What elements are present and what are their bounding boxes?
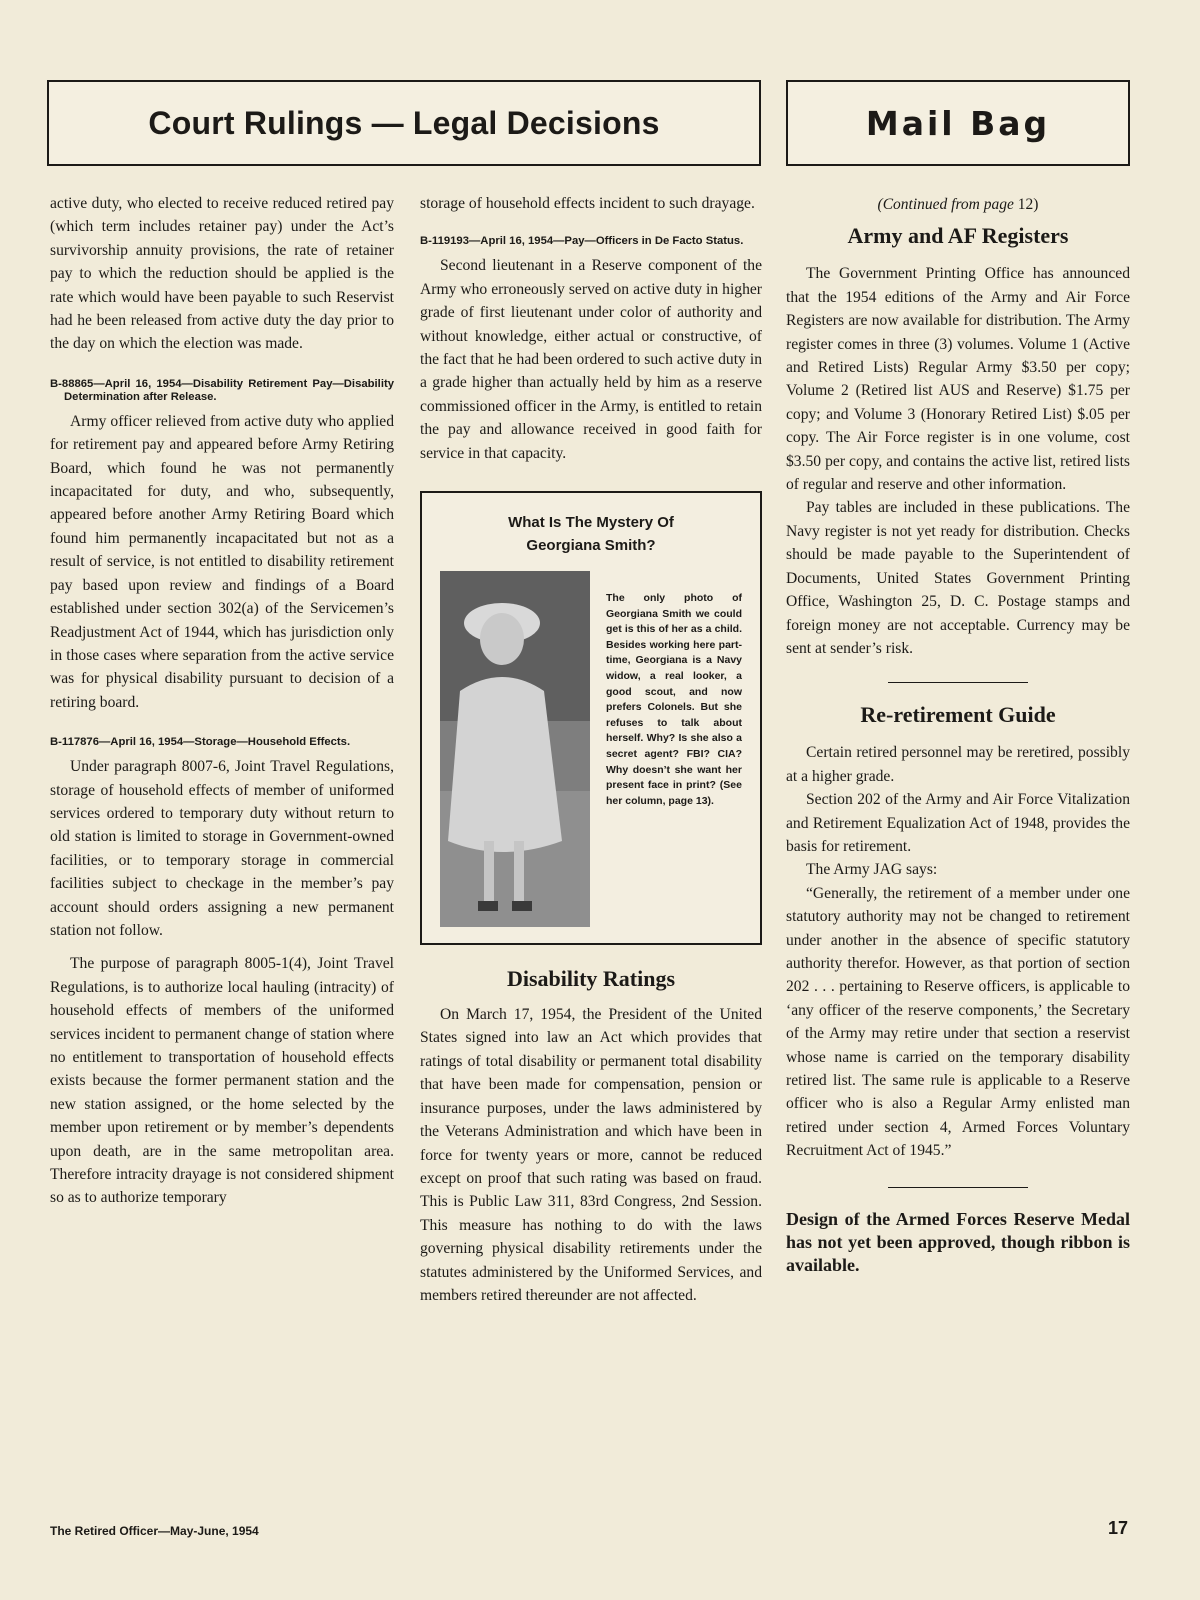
case-heading-b88865: B-88865—April 16, 1954—Disability Retirement Pay—Disability Determination after Release. [50, 377, 394, 403]
de-facto-status-paragraph: Second lieutenant in a Reserve component of the Army who erroneously served on active duty in higher grade of first lieutenant under color of authority and without knowledge, either actual or constructive, of the fact that he had been ordered to such active duty in a grade higher than actually held by him as a reserve commissioned officer in the Army, is entitled to retain the pay and allowance received in good faith for service in that capacity. [420, 257, 762, 462]
photo-caption: The only photo of Georgiana Smith we could get is this of her as a child. Besides working here part-time, Georgiana is a Navy widow, a real looker, a good scout, and now prefers Colonels. But she refuses to talk about herself. Why? Is she also a secret agent? FBI? CIA? Why doesn’t she want her present face in print? (See her column, page 13). [606, 592, 742, 807]
column-court-rulings-right [420, 192, 762, 1307]
pay-tables-paragraph: Pay tables are included in these publications. The Navy register is not yet ready for distribution. Checks should be made payable to the Superintendent of Documents, United States Government Printing Office, Washington 25, D. C. Postage stamps and foreign money are not acceptable. Currency may be sent at sender’s risk. [786, 499, 1130, 657]
column-mail-bag [786, 193, 1130, 1277]
child-photo [440, 571, 590, 927]
mail-bag-title: Mail Bag [865, 103, 1051, 143]
survivorship-annuity-paragraph: active duty, who elected to receive reduced retired pay (which term includes retainer pay) under the Act’s survivorship annuity provisions, the rate of retainer pay to which the reduction should be applied is the rate which would have been payable to such Reservist had he been released from active duty the day prior to the day on which the election was made. [50, 195, 394, 353]
continued-page: 12) [1017, 196, 1039, 213]
registers-paragraph: The Government Printing Office has announced that the 1954 editions of the Army and Air Force Registers are now available for distribution. The Army register comes in three (3) volumes. Volume 1 (Active and Retired Lists) Regular Army $3.50 per copy; Volume 2 (Retired list AUS and Reserve) $1.75 per copy; and Volume 3 (Honorary Retired List) $.05 per copy. The Air Force register is in one volume, cost $3.50 per copy, and contains the active list, retired lists of regular and reserve and other information. [786, 265, 1130, 494]
reserve-medal-notice: Design of the Armed Forces Reserve Medal has not yet been approved, though ribbon is available. [786, 1208, 1130, 1275]
box-title-line1: What Is The Mystery Of [508, 514, 674, 532]
section-divider-2 [888, 1187, 1028, 1188]
child-photo-drawing [440, 571, 590, 927]
court-rulings-title: Court Rulings — Legal Decisions [148, 104, 660, 141]
publication-footer: The Retired Officer—May-June, 1954 [50, 1524, 259, 1538]
mail-bag-banner [786, 80, 1130, 166]
reretired-paragraph: Certain retired personnel may be reretired, possibly at a higher grade. [786, 744, 1130, 785]
court-rulings-banner [47, 80, 761, 166]
disability-ratings-heading: Disability Ratings [506, 966, 676, 992]
box-title-line2: Georgiana Smith? [526, 537, 656, 555]
army-jag-paragraph: The Army JAG says: [806, 861, 938, 879]
disability-retirement-paragraph: Army officer relieved from active duty who applied for retirement pay and appeared before Army Retiring Board, which found he was not permanently incapacitated for duty, and who, subsequently, appeared before another Army Retiring Board which found him permanently incapacitated but not as a result of service, is not entitled to disability retirement pay based upon review and findings of a Board established under section 302(a) of the Servicemen’s Readjustment Act of 1944, which has jurisdiction only in those cases where separation from the active service was for physical disability pursuant to decision of a retiring board. [50, 412, 394, 711]
continued-text: (Continued from page [877, 196, 1014, 213]
section-divider [888, 682, 1028, 683]
georgiana-box-title [440, 511, 742, 557]
jag-quote-paragraph: “Generally, the retirement of a member under one statutory authority may not be changed to retirement under another in the absence of specific statutory authority therefor. However, as that portion of section 202 . . . pertaining to Reserve officers, is applicable to ‘any officer of the reserve components,’ the Secretary of the Army may retire under that section a reservist whose name is carried on the temporary disability retired list. The same rule is applicable to a Reserve officer who is also a Regular Army enlisted man retired under section 4, Armed Forces Voluntary Recruitment Act of 1945.” [786, 884, 1130, 1160]
re-retirement-guide-heading: Re-retirement Guide [860, 702, 1056, 728]
case-heading-b117876: B-117876—April 16, 1954—Storage—Household Effects. [50, 736, 351, 749]
georgiana-smith-box [420, 491, 762, 945]
storage-household-paragraph: Under paragraph 8007-6, Joint Travel Regulations, storage of household effects of member of uniformed services ordered to temporary duty without return to old station is limited to storage in Government-owned facilities, or to temporary storage in commercial facilities subject to checkage in the member’s pay account should orders assigning a new permanent station not follow. [50, 758, 394, 939]
section-202-paragraph: Section 202 of the Army and Air Force Vitalization and Retirement Equalization Act of 1948, provides the basis for retirement. [786, 791, 1130, 855]
intracity-drayage-paragraph: The purpose of paragraph 8005-1(4), Joint Travel Regulations, is to authorize local hauling (intracity) of household effects of members of the uniformed services incident to permanent change of station where no entitlement to transportation of household effects exists because the former permanent station and the new station assigned, or the home selected by the member upon retirement or by member’s dependents upon death, are in the same metropolitan area. Therefore intracity drayage is not considered shipment so as to authorize temporary [50, 955, 394, 1207]
continued-note [786, 193, 1130, 216]
disability-ratings-paragraph: On March 17, 1954, the President of the United States signed into law an Act which provides that ratings of total disability or permanent total disability that have been made for compensation, pension or insurance purposes, under the laws administered by the Veterans Administration and which have been in force for twenty years or more, cannot be reduced except on proof that such rating was based on fraud. This is Public Law 311, 83rd Congress, 2nd Session. This measure has nothing to do with the laws governing physical disability retirements under the statutes administered by the Uniformed Services, and members retired thereunder are not affected. [420, 1006, 762, 1304]
case-heading-b119193: B-119193—April 16, 1954—Pay—Officers in De Facto Status. [420, 235, 744, 248]
page-number: 17 [1107, 1518, 1128, 1538]
column-court-rulings-left [50, 192, 394, 1210]
army-af-registers-heading: Army and AF Registers [847, 223, 1069, 249]
drayage-continued-paragraph: storage of household effects incident to such drayage. [420, 195, 755, 212]
